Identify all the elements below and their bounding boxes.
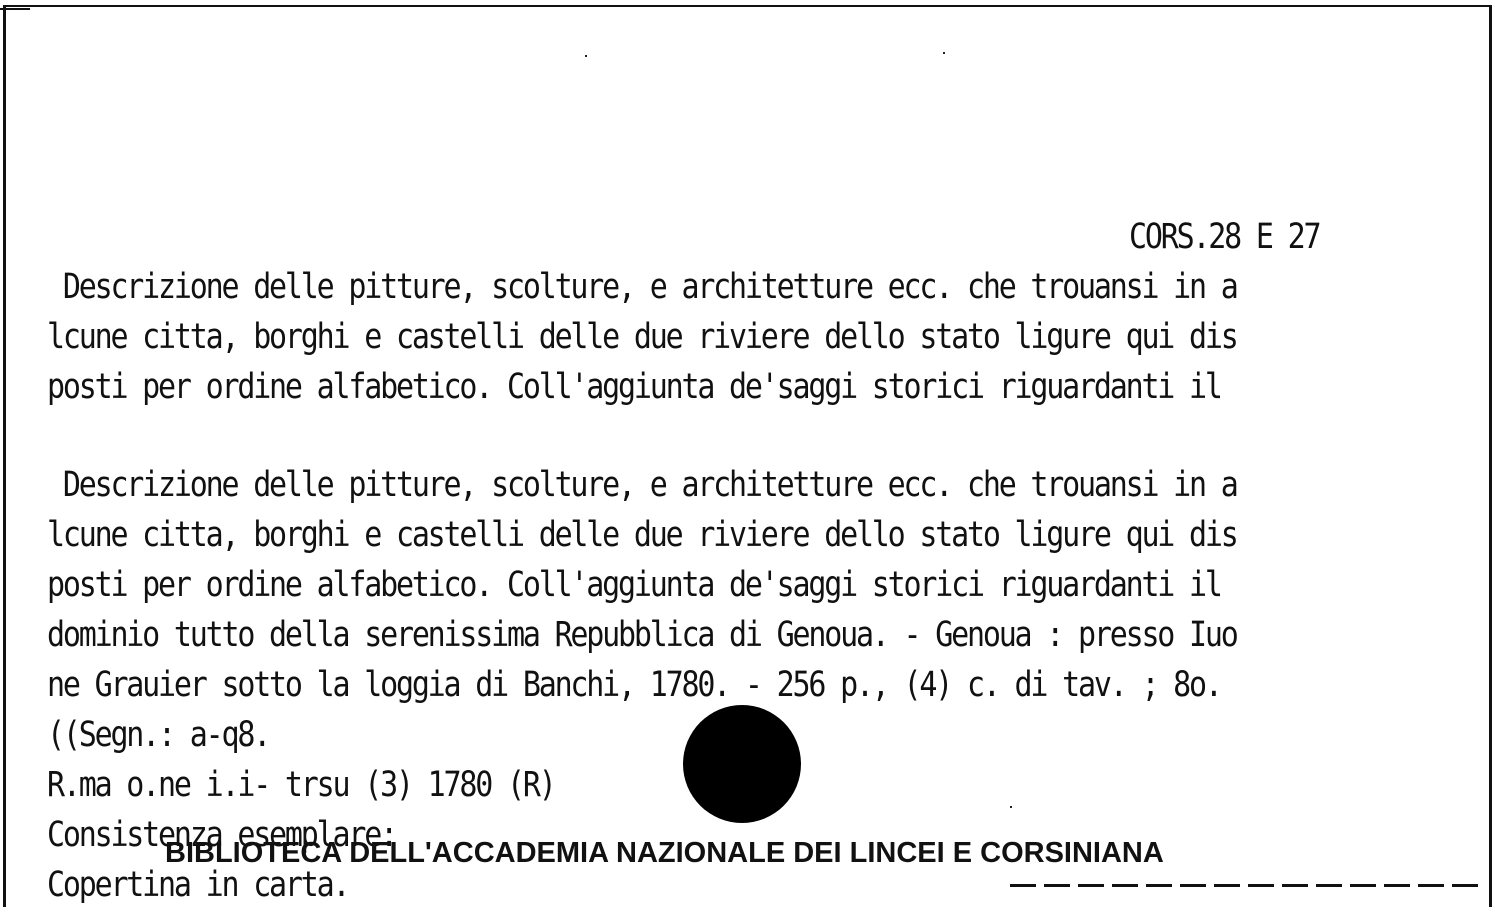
entry-line: Copertina in carta. [47,864,349,906]
entry-line: lcune citta, borghi e castelli delle due riviere dello stato ligure qui dis [47,316,1237,358]
entry-line: Consistenza esemplare: [47,814,396,856]
entry-line: Descrizione delle pitture, scolture, e architetture ecc. che trouansi in a [47,464,1237,506]
entry-line: posti per ordine alfabetico. Coll'aggiunta de'saggi storici riguardanti il [47,564,1221,606]
card-bottom-edge [1010,884,1480,887]
entry-line: lcune citta, borghi e castelli delle due riviere dello stato ligure qui dis [47,514,1237,556]
card-edge-mark [0,8,30,10]
entry-line: dominio tutto della serenissima Repubblica di Genoua. - Genoua : presso Iuo [47,614,1237,656]
card-punch-hole [683,705,801,823]
entry-line: posti per ordine alfabetico. Coll'aggiunta de'saggi storici riguardanti il [47,366,1221,408]
catalog-entry-header [47,268,1237,418]
shelfmark: CORS.28 E 27 [1129,216,1320,258]
scan-speck [943,52,945,54]
library-stamp: BIBLIOTECA DELL'ACCADEMIA NAZIONALE DEI LINCEI E CORSINIANA [165,837,1164,869]
entry-line: Descrizione delle pitture, scolture, e architetture ecc. che trouansi in a [47,266,1237,308]
entry-line: ne Grauier sotto la loggia di Banchi, 1780. - 256 p., (4) c. di tav. ; 8o. [47,664,1221,706]
scan-speck [585,55,587,57]
entry-line: ((Segn.: a-q8. [47,714,270,756]
entry-line: R.ma o.ne i.i- trsu (3) 1780 (R) [47,764,555,806]
